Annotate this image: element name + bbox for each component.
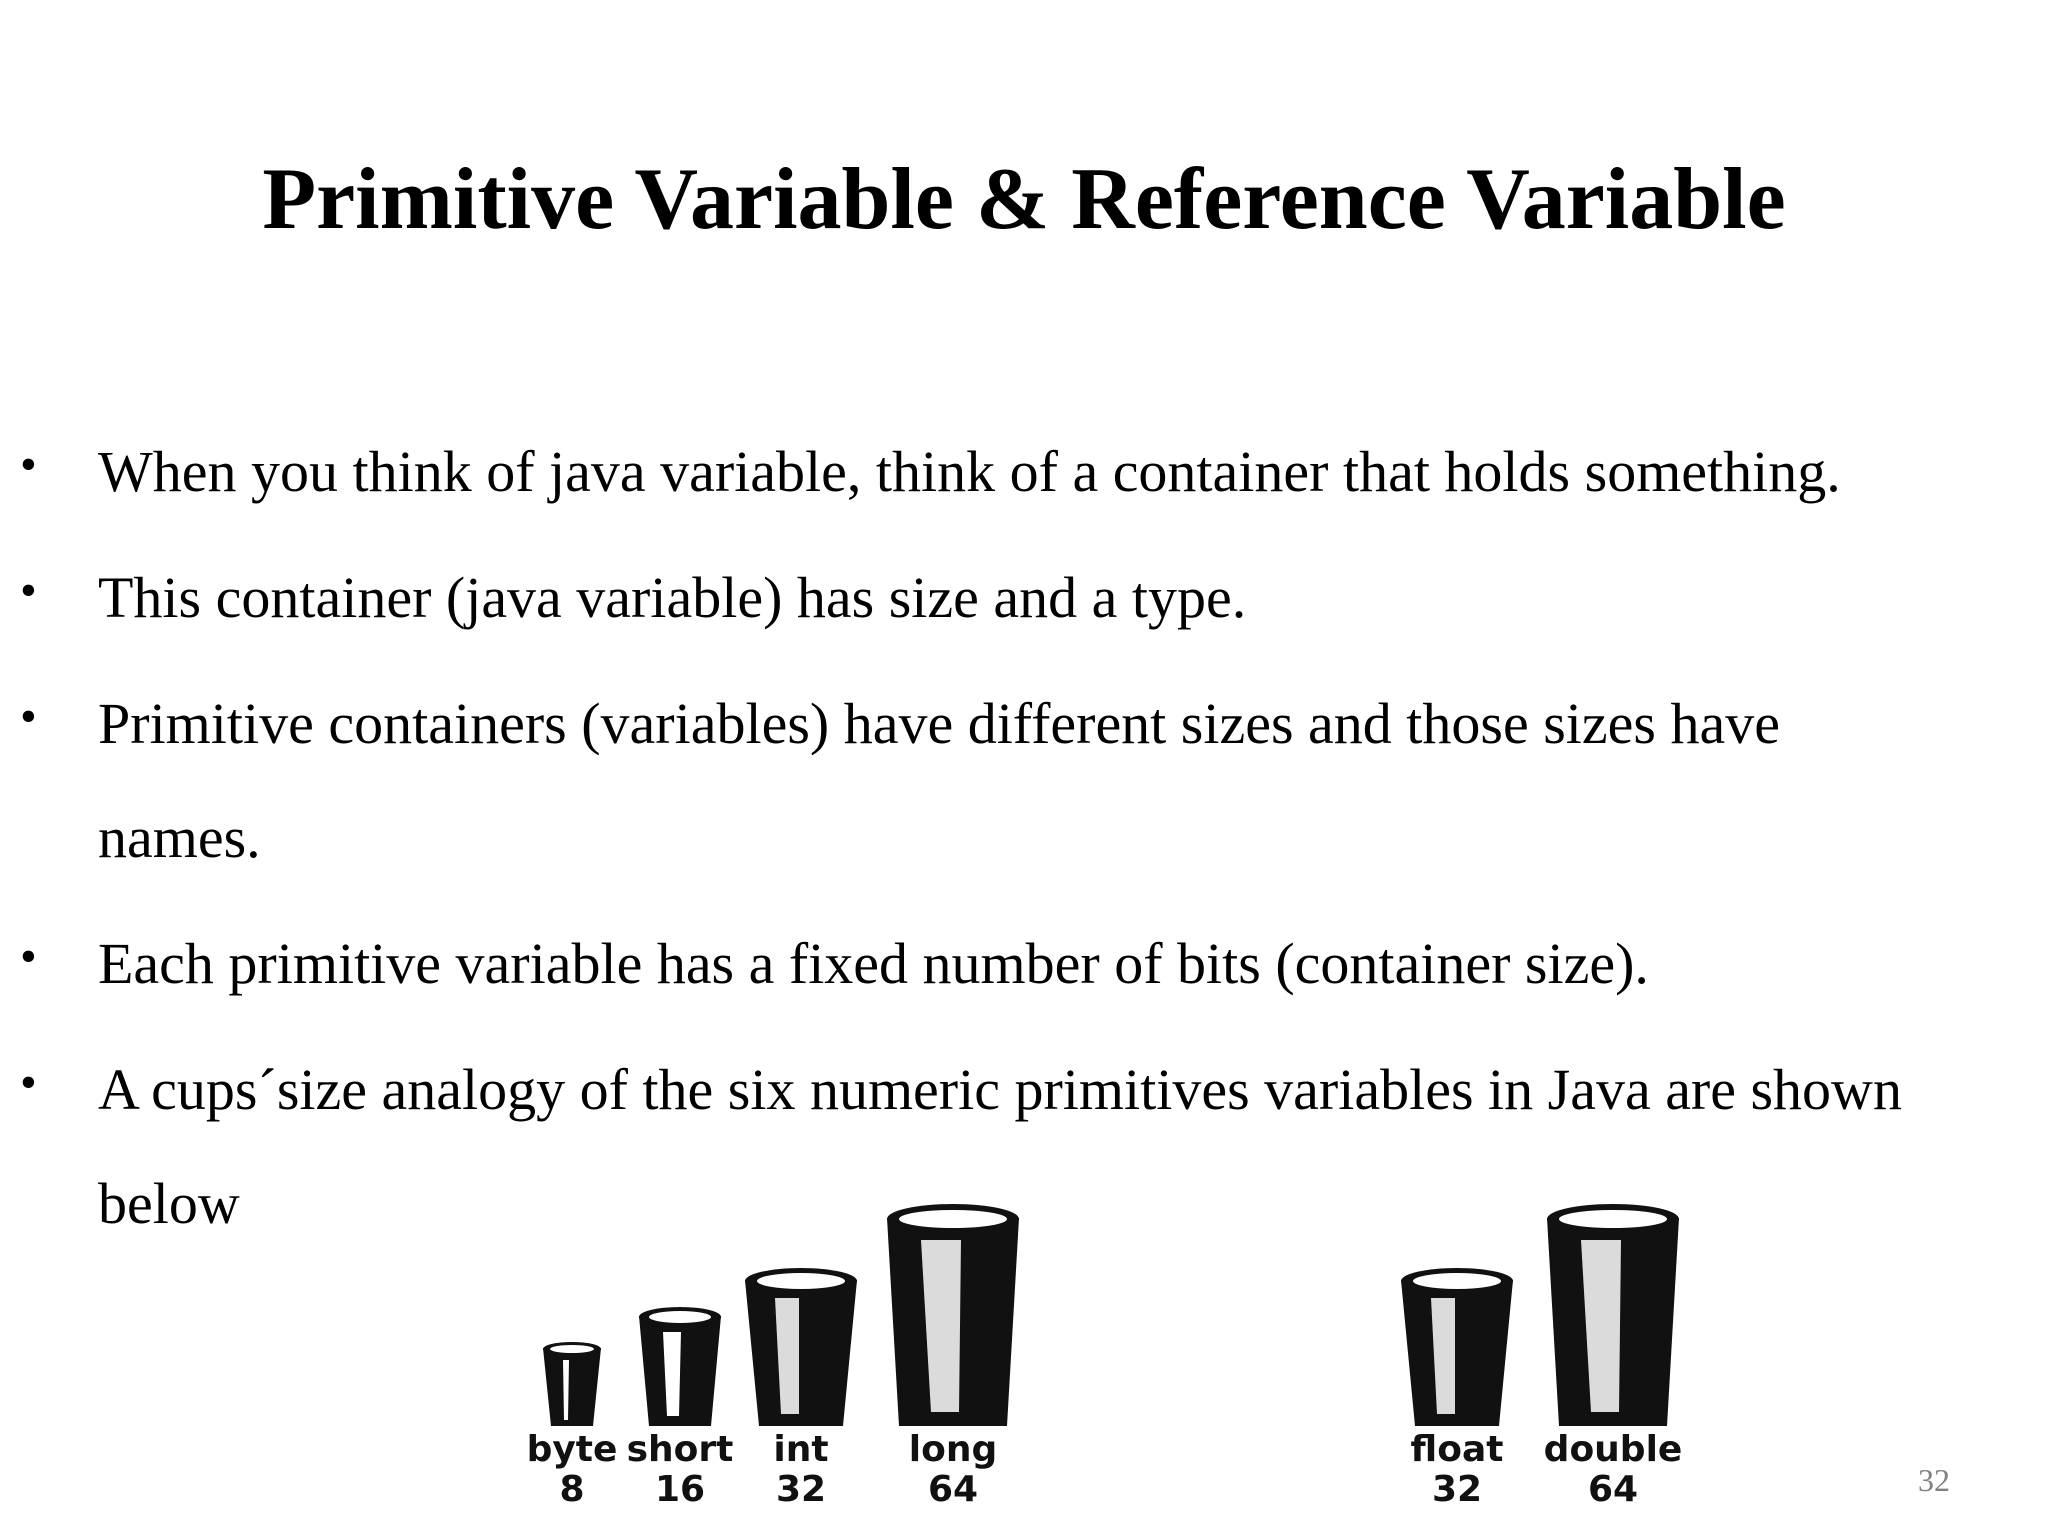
bullet-item — [0, 541, 2048, 655]
cup-bits: 16 — [654, 1469, 706, 1510]
cup-short — [626, 1304, 734, 1510]
cup-icon — [881, 1200, 1025, 1430]
bullet-text: This container (java variable) has size and a type. — [98, 565, 1247, 630]
cup-bits: 8 — [559, 1469, 585, 1510]
cup-label: long — [908, 1429, 998, 1470]
cup-icon — [537, 1340, 607, 1430]
cup-icon — [1541, 1200, 1685, 1430]
page-number: 32 — [1918, 1462, 1950, 1498]
cup-long — [878, 1200, 1028, 1510]
cup-label: float — [1410, 1429, 1504, 1470]
cup-bits: 32 — [1431, 1469, 1483, 1510]
bullet-text: Each primitive variable has a fixed number of bits (container size). — [98, 931, 1649, 996]
cup-label: byte — [526, 1429, 618, 1470]
cup-double — [1538, 1200, 1688, 1510]
cup-bits: 64 — [927, 1469, 979, 1510]
bullet-dot: • — [20, 690, 37, 743]
bullet-list — [0, 415, 2048, 1273]
cup-label: short — [626, 1429, 734, 1470]
bullet-dot: • — [20, 930, 37, 983]
bullet-dot: • — [20, 564, 37, 617]
cup-icon — [1395, 1264, 1519, 1430]
bullet-item — [0, 667, 1968, 895]
cups-illustration — [518, 1150, 1698, 1510]
cup-icon — [633, 1304, 727, 1430]
cup-label: int — [773, 1429, 829, 1470]
cup-icon — [739, 1264, 863, 1430]
bullet-text: Primitive containers (variables) have different sizes and those sizes have names. — [98, 691, 1780, 870]
cup-bits: 32 — [775, 1469, 827, 1510]
bullet-dot: • — [20, 1056, 37, 1109]
bullet-text: A cups´size analogy of the six numeric primitives variables in Java are shown below — [98, 1057, 1902, 1236]
slide-title: Primitive Variable & Reference Variable — [262, 151, 1786, 248]
bullet-item — [0, 907, 2048, 1021]
bullet-item — [0, 415, 2048, 529]
cup-label: double — [1543, 1429, 1683, 1470]
cup-float — [1392, 1264, 1522, 1510]
bullet-dot: • — [20, 438, 37, 491]
bullet-text: When you think of java variable, think of a container that holds something. — [98, 439, 1841, 504]
cup-bits: 64 — [1587, 1469, 1639, 1510]
cup-byte — [526, 1340, 618, 1510]
cup-int — [736, 1264, 866, 1510]
